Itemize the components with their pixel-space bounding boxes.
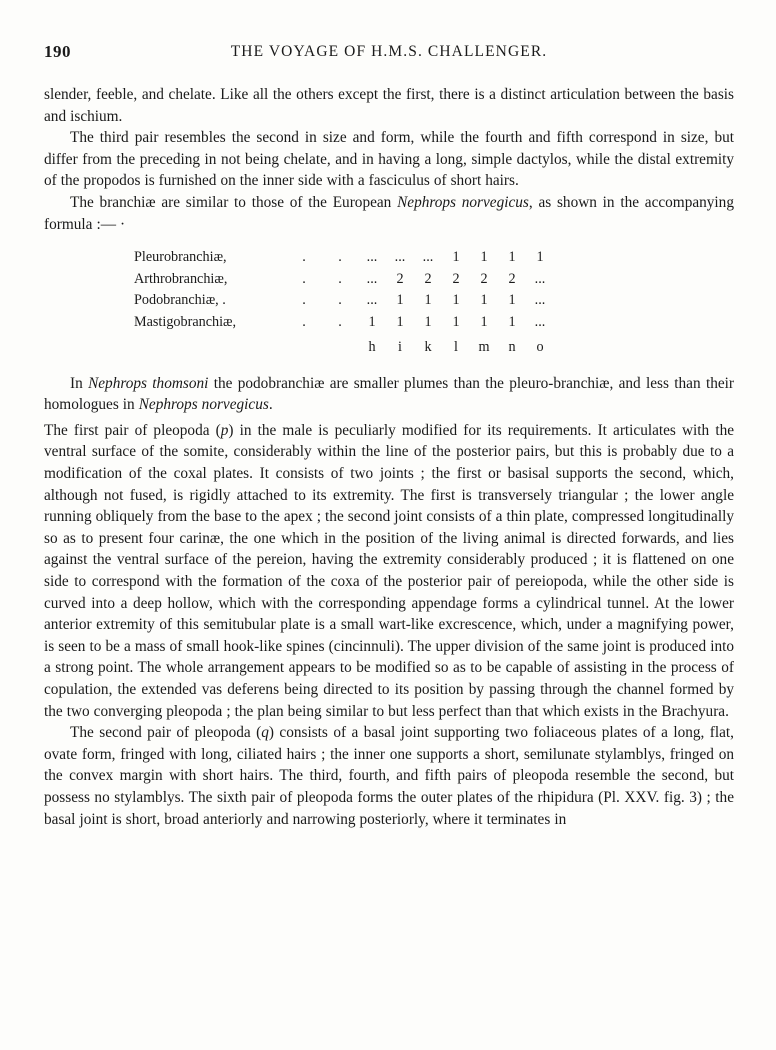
cell: 2: [508, 270, 516, 287]
body-text-column: [44, 84, 734, 830]
cell: ...: [394, 249, 406, 266]
cell: .: [338, 292, 342, 309]
cell: 1: [508, 292, 516, 309]
cell: ...: [366, 292, 378, 309]
cell: .: [338, 249, 342, 266]
table-row: [134, 313, 554, 335]
cell: 1: [368, 313, 376, 330]
table-row: [134, 270, 554, 292]
cell: n: [508, 339, 516, 356]
cell: 1: [452, 292, 460, 309]
table-row: [134, 291, 554, 313]
paragraph-5-text-a: The first pair of pleopoda (: [44, 421, 221, 439]
figure-ref-p: p: [220, 421, 229, 439]
paragraph-2: The third pair resembles the second in size and form, while the fourth and fifth correspond in size, but differ from the preceding in not being chelate, and in having a long, simple dactylos, while the distal extremity of the propodos is furnished on the inner side with a fasciculus of short hairs.: [44, 129, 734, 190]
species-name-thomsoni: Nephrops thomsoni: [88, 374, 209, 392]
row-label: Podobranchiæ, .: [134, 292, 226, 309]
cell: o: [536, 339, 544, 356]
cell: 1: [424, 313, 432, 330]
cell: k: [424, 339, 432, 356]
paragraph-1: slender, feeble, and chelate. Like all the others except the first, there is a distinct articulation between the basis and ischium.: [44, 86, 734, 125]
cell: 1: [508, 313, 516, 330]
running-head: THE VOYAGE OF H.M.S. CHALLENGER.: [230, 43, 548, 60]
cell: 1: [508, 249, 516, 266]
cell: ...: [534, 270, 546, 287]
page-number: 190: [44, 42, 71, 61]
paragraph-3-text-a: The branchiæ are similar to those of the European: [70, 193, 398, 211]
paragraph-3-text-b: , as shown in the accompanying formula :— ·: [44, 193, 734, 233]
cell: .: [302, 313, 306, 330]
cell: .: [302, 270, 306, 287]
figure-ref-q: q: [261, 724, 269, 742]
row-label: [134, 334, 286, 360]
cell: ...: [366, 270, 378, 287]
cell: 2: [396, 270, 404, 287]
cell: 1: [480, 292, 488, 309]
cell: ...: [534, 292, 546, 309]
cell: 2: [424, 270, 432, 287]
row-label: Mastigobranchiæ,: [134, 313, 237, 330]
cell: m: [478, 339, 490, 356]
cell: 1: [396, 292, 404, 309]
row-label: Pleurobranchiæ,: [134, 249, 227, 266]
table-row-letters: [134, 334, 554, 360]
species-name-norvegicus-2: Nephrops norvegicus: [138, 396, 269, 414]
cell: i: [398, 339, 402, 356]
cell: ...: [534, 313, 546, 330]
cell: .: [302, 249, 306, 266]
paragraph-6-text-a: The second pair of pleopoda (: [70, 724, 262, 742]
paragraph-3: [44, 192, 734, 235]
cell: 2: [452, 270, 460, 287]
paragraph-4-text-b: the podobranchiæ are smaller plumes than the pleuro-branchiæ, and less than their homologues in: [44, 374, 734, 414]
branchial-formula-table: [44, 248, 734, 360]
table-row: [134, 248, 554, 270]
cell: 1: [452, 313, 460, 330]
cell: 1: [452, 249, 460, 266]
paragraph-4: [44, 373, 734, 416]
page-header: [44, 42, 734, 66]
cell: ...: [366, 249, 378, 266]
paragraph-4-text-c: .: [268, 396, 273, 414]
cell: .: [338, 270, 342, 287]
cell: h: [368, 339, 376, 356]
row-label: Arthrobranchiæ,: [134, 270, 228, 287]
cell: 1: [424, 292, 432, 309]
cell: [286, 334, 322, 360]
cell: 1: [536, 249, 544, 266]
cell: l: [454, 339, 458, 356]
cell: 1: [480, 249, 488, 266]
cell: 1: [480, 313, 488, 330]
cell: .: [338, 313, 342, 330]
paragraph-6-text-b: ) consists of a basal joint supporting two foliaceous plates of a long, flat, ovate form, fringed with long, ciliated hairs ; the inner one supports a short, semilunate stylamblys, fringed on the convex margin with short hairs. The third, fourth, and fifth pairs of pleopoda resemble the second, but possess no stylamblys. The sixth pair of pleopoda forms the outer plates of the rhipidura (Pl. XXV. fig. 3) ; the basal joint is short, broad anteriorly and narrowing posteriorly, where it terminates in: [44, 724, 734, 828]
cell: ...: [422, 249, 434, 266]
cell: .: [302, 292, 306, 309]
cell: 2: [480, 270, 488, 287]
paragraph-4-text-a: In: [70, 374, 89, 392]
paragraph-5: [44, 420, 734, 722]
species-name-norvegicus-1: Nephrops norvegicus: [397, 193, 529, 211]
branchial-formula-body: [134, 248, 554, 360]
paragraph-6: [44, 722, 734, 830]
cell: [322, 334, 358, 360]
cell: 1: [396, 313, 404, 330]
paragraph-5-text-b: ) in the male is peculiarly modified for its requirements. It articulates with the ventral surface of the somite, considerably within the line of the posterior pairs, but this is probably due to a modification of the coxal plates. It consists of two joints ; the first or basisal supports the second, which, although not fused, is rigidly attached to its extremity. The first is transversely triangular ; the lower angle running obliquely from the base to the apex ; the second joint consists of a thin plate, compressed longitudinally so as to present four carinæ, the one which in the position of the living animal is directed forwards, and lies against the ventral surface of the pereion, having the extremity considerably produced ; it is flattened on one side to correspond with the formation of the coxa of the posterior pair of pereiopoda, while the other side is curved into a deep hollow, which with the corresponding appendage forms a cylindrical tunnel. At the lower anterior extremity of this semitubular plate is a small wart-like excrescence, which, under a magnifying power, is seen to be a mass of small hook-like spines (cincinnuli). The upper division of the same joint is produced into a strong point. The whole arrangement appears to be modified so as to be capable of assisting in the process of copulation, the extended vas deferens being directed to its position by passing through the channel formed by the two converging pleopoda ; the plan being similar to but less perfect than that which exists in the Brachyura.: [44, 421, 735, 720]
